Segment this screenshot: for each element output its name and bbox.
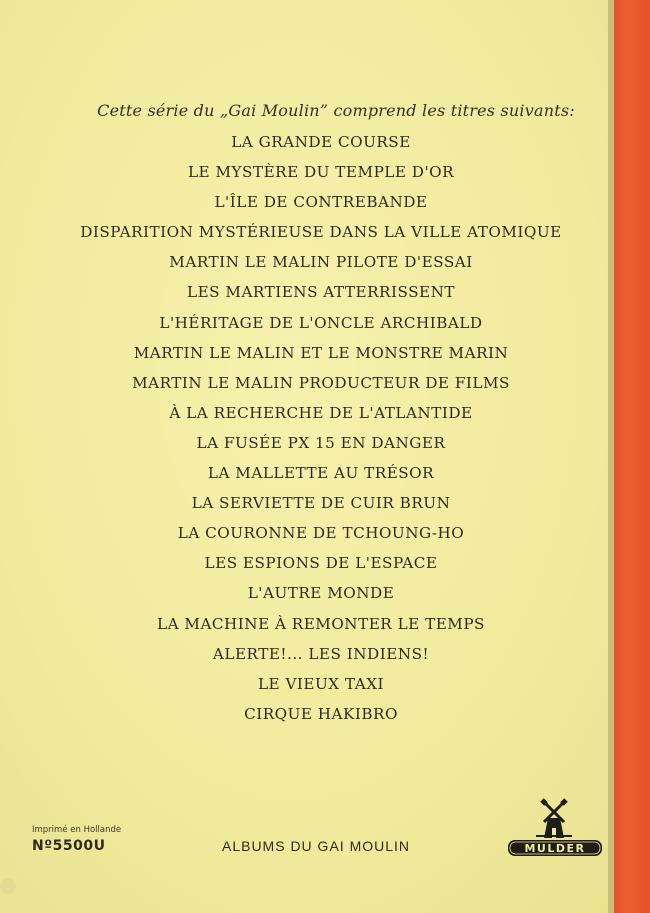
title-item: LA FUSÉE PX 15 EN DANGER [196,433,446,452]
series-intro [0,101,650,120]
title-item: LE VIEUX TAXI [257,674,385,693]
title-item: MARTIN LE MALIN ET LE MONSTRE MARIN [133,343,509,362]
title-item: LA MACHINE À REMONTER LE TEMPS [157,614,485,633]
title-item: L'HÉRITAGE DE L'ONCLE ARCHIBALD [159,313,483,332]
corner-mark [0,878,16,894]
title-item: LE MYSTÈRE DU TEMPLE D'OR [187,163,455,182]
title-item: LA MALLETTE AU TRÉSOR [207,464,435,483]
title-item: LES ESPIONS DE L'ESPACE [204,554,438,573]
title-item: LA COURONNE DE TCHOUNG-HO [177,524,465,543]
title-list [0,127,642,729]
title-item: L'AUTRE MONDE [247,584,395,603]
logo-text: MULDER [524,842,586,855]
title-item: DISPARITION MYSTÉRIEUSE DANS LA VILLE ATOMIQUE [80,223,562,242]
title-item: ALERTE!... LES INDIENS! [212,644,430,663]
album-number: Nº5500U [32,838,106,854]
title-item: L'ÎLE DE CONTREBANDE [214,193,428,212]
title-item: LA GRANDE COURSE [231,133,411,151]
title-item: CIRQUE HAKIBRO [244,704,398,723]
title-item: À LA RECHERCHE DE L'ATLANTIDE [169,403,473,422]
title-item: LES MARTIENS ATTERRISSENT [186,283,455,302]
windmill-icon [536,800,572,838]
mulder-logo [506,798,604,860]
title-item: LA SERVIETTE DE CUIR BRUN [191,494,451,513]
series-intro-text: Cette série du „Gai Moulin” comprend les titres suivants: [97,101,575,120]
printed-in-holland: Imprimé en Hollande [32,825,122,835]
series-name: ALBUMS DU GAI MOULIN [221,838,411,854]
title-item: MARTIN LE MALIN PILOTE D'ESSAI [169,253,473,272]
title-item: MARTIN LE MALIN PRODUCTEUR DE FILMS [132,373,510,392]
